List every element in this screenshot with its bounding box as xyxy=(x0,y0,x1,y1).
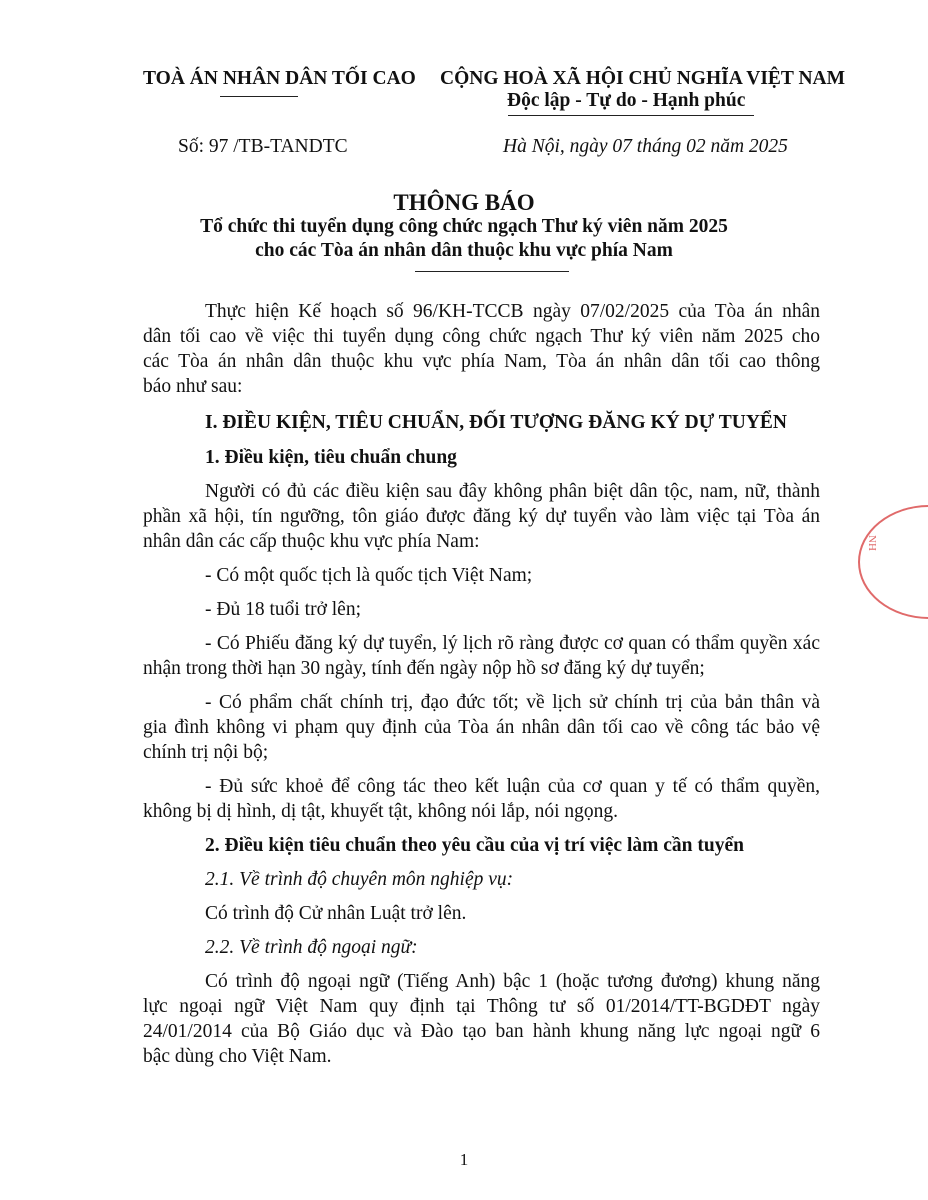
bullet-line: không bị dị hình, dị tật, khuyết tật, không nói lắp, nói ngọng. xyxy=(143,801,619,822)
bullet-line: - Có Phiếu đăng ký dự tuyển, lý lịch rõ ràng được cơ quan có thẩm quyền xác xyxy=(205,633,820,654)
motto: Độc lập - Tự do - Hạnh phúc xyxy=(507,90,746,111)
bullet-line: gia đình không vi phạm quy định của Tòa án nhân dân tối cao về công tác bảo vệ xyxy=(143,717,820,738)
divider xyxy=(508,115,754,116)
intro-line: Thực hiện Kế hoạch số 96/KH-TCCB ngày 07/02/2025 của Tòa án nhân xyxy=(205,301,820,322)
page-number: 1 xyxy=(459,1150,469,1169)
divider xyxy=(415,271,569,272)
paragraph-line: Người có đủ các điều kiện sau đây không phân biệt dân tộc, nam, nữ, thành xyxy=(205,481,820,502)
paragraph-line: lực ngoại ngữ Việt Nam quy định tại Thông tư số 01/2014/TT-BGDĐT ngày xyxy=(143,996,820,1017)
paragraph-line: phần xã hội, tín ngưỡng, tôn giáo được đăng ký dự tuyển vào làm việc tại Tòa án xyxy=(143,506,820,527)
section-heading: I. ĐIỀU KIỆN, TIÊU CHUẨN, ĐỐI TƯỢNG ĐĂNG KÝ DỰ TUYỂN xyxy=(205,412,788,433)
seal-text: NH xyxy=(866,535,878,551)
bullet-line: - Đủ sức khoẻ để công tác theo kết luận của cơ quan y tế có thẩm quyền, xyxy=(205,776,820,797)
paragraph-line: Có trình độ ngoại ngữ (Tiếng Anh) bậc 1 (hoặc tương đương) khung năng xyxy=(205,971,820,992)
document-number: Số: 97 /TB-TANDTC xyxy=(178,136,348,157)
doc-subtitle-2: cho các Tòa án nhân dân thuộc khu vực phía Nam xyxy=(255,240,673,261)
paragraph-line: Có trình độ Cử nhân Luật trở lên. xyxy=(205,903,467,924)
subsection-heading: 1. Điều kiện, tiêu chuẩn chung xyxy=(205,447,457,468)
agency-name: TOÀ ÁN NHÂN DÂN TỐI CAO xyxy=(143,68,416,89)
subsection-heading: 2.2. Về trình độ ngoại ngữ: xyxy=(205,937,418,958)
bullet-line: chính trị nội bộ; xyxy=(143,742,269,763)
country-name: CỘNG HOÀ XÃ HỘI CHỦ NGHĨA VIỆT NAM xyxy=(440,68,846,89)
intro-line: dân tối cao về việc thi tuyển dụng công chức ngạch Thư ký viên năm 2025 cho xyxy=(143,326,820,347)
divider xyxy=(220,96,298,97)
doc-title: THÔNG BÁO xyxy=(393,190,535,215)
paragraph-line: bậc dùng cho Việt Nam. xyxy=(143,1046,332,1067)
place-date: Hà Nội, ngày 07 tháng 02 năm 2025 xyxy=(503,136,788,157)
bullet-line: - Có một quốc tịch là quốc tịch Việt Nam; xyxy=(205,565,533,586)
bullet-line: nhận trong thời hạn 30 ngày, tính đến ngày nộp hồ sơ đăng ký dự tuyển; xyxy=(143,658,705,679)
paragraph-line: nhân dân các cấp thuộc khu vực phía Nam: xyxy=(143,531,480,552)
bullet-line: - Đủ 18 tuổi trở lên; xyxy=(205,599,361,620)
subsection-heading: 2. Điều kiện tiêu chuẩn theo yêu cầu của vị trí việc làm cần tuyển xyxy=(205,835,744,856)
intro-line: báo như sau: xyxy=(143,376,243,397)
doc-subtitle-1: Tổ chức thi tuyển dụng công chức ngạch Thư ký viên năm 2025 xyxy=(200,216,728,237)
bullet-line: - Có phẩm chất chính trị, đạo đức tốt; về lịch sử chính trị của bản thân và xyxy=(205,692,820,713)
red-seal-stamp xyxy=(858,505,928,619)
intro-line: các Tòa án nhân dân thuộc khu vực phía Nam, Tòa án nhân dân tối cao thông xyxy=(143,351,820,372)
paragraph-line: 24/01/2014 của Bộ Giáo dục và Đào tạo ban hành khung năng lực ngoại ngữ 6 xyxy=(143,1021,820,1042)
subsection-heading: 2.1. Về trình độ chuyên môn nghiệp vụ: xyxy=(205,869,514,890)
